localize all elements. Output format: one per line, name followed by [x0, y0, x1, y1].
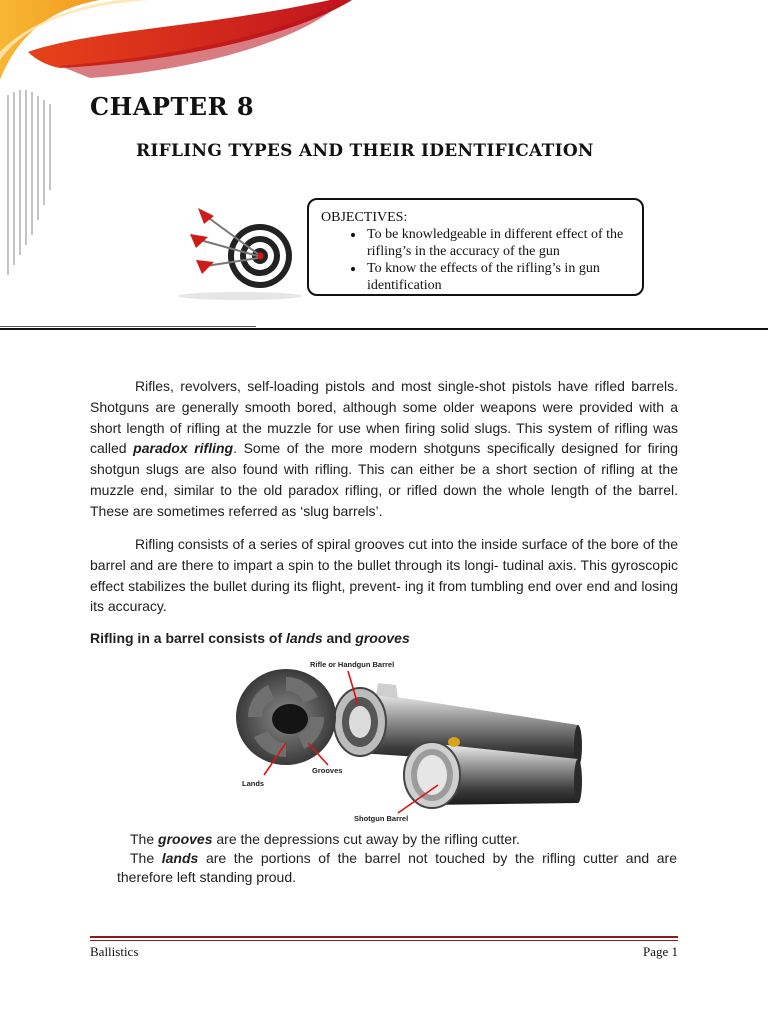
- text-span: and: [322, 630, 356, 646]
- chapter-subtitle: RIFLING TYPES AND THEIR IDENTIFICATION: [136, 141, 594, 161]
- term-grooves: grooves: [355, 630, 410, 646]
- objectives-heading: OBJECTIVES:: [321, 210, 408, 225]
- barrel-diagram: [228, 655, 584, 827]
- text-span: . Some of the more modern shotguns specifically designed for firing shotgun slugs are also found with rifling. This can either be a short section of rifling at the muzzle end, similar to the old paradox rifling, or rifled down the whole length of the barrel. These are sometimes referred as ‘slug barrels’.: [90, 440, 678, 519]
- label-rifle-barrel: Rifle or Handgun Barrel: [310, 660, 395, 669]
- objectives-box: [307, 198, 644, 296]
- text-span: The: [130, 831, 159, 847]
- label-lands: Lands: [242, 779, 265, 788]
- text-span: are the depressions cut away by the rifling cutter.: [212, 831, 520, 847]
- objective-item: • To know the effects of the rifling’s in gun identification: [365, 260, 630, 294]
- footer-divider: [90, 940, 678, 941]
- definition-grooves: [117, 830, 677, 849]
- text-span: are the portions of the barrel not touched by the rifling cutter and are therefore left standing proud.: [117, 850, 678, 885]
- objective-item: • To be knowledgeable in different effect of the rifling’s in the accuracy of the gun: [365, 226, 630, 260]
- emphasis-paradox-rifling: paradox rifling: [133, 440, 234, 457]
- page-number: Page 1: [642, 944, 678, 959]
- text-span: Rifles, revolvers, self-loading pistols and most single-shot pistols have rifled barrels. Shotguns are generally smooth bored, although some older weapons were provided with a short length of rifling at the muzzle for use when firing solid slugs. This system of rifling was called: [90, 378, 678, 457]
- header-divider: [0, 328, 768, 330]
- header-divider-accent: [0, 326, 256, 327]
- definition-lands: [117, 849, 677, 887]
- label-shotgun-barrel: Shotgun Barrel: [354, 814, 409, 823]
- text-span: Rifling in a barrel consists of: [90, 630, 287, 646]
- dartboard-icon: [176, 204, 306, 300]
- objectives-list: [321, 226, 630, 294]
- label-grooves: Grooves: [312, 766, 343, 775]
- section-heading: [90, 630, 410, 646]
- chapter-title: CHAPTER 8: [90, 92, 255, 121]
- term-lands: lands: [286, 630, 323, 646]
- text-span: The: [130, 850, 162, 866]
- body-paragraph: Rifling consists of a series of spiral grooves cut into the inside surface of the bore of the barrel and are there to impart a spin to the bullet through its longi- tudinal axis. This gyroscopic effect stabilizes the bullet during its flight, prevent- ing it from tumbling end over end and losing its accuracy.: [90, 536, 678, 615]
- footer-divider: [90, 936, 678, 938]
- term-grooves-bold: grooves: [158, 831, 213, 847]
- footer-title: Ballistics: [90, 944, 139, 959]
- term-lands-bold: lands: [161, 850, 199, 866]
- body-paragraph: [90, 376, 678, 522]
